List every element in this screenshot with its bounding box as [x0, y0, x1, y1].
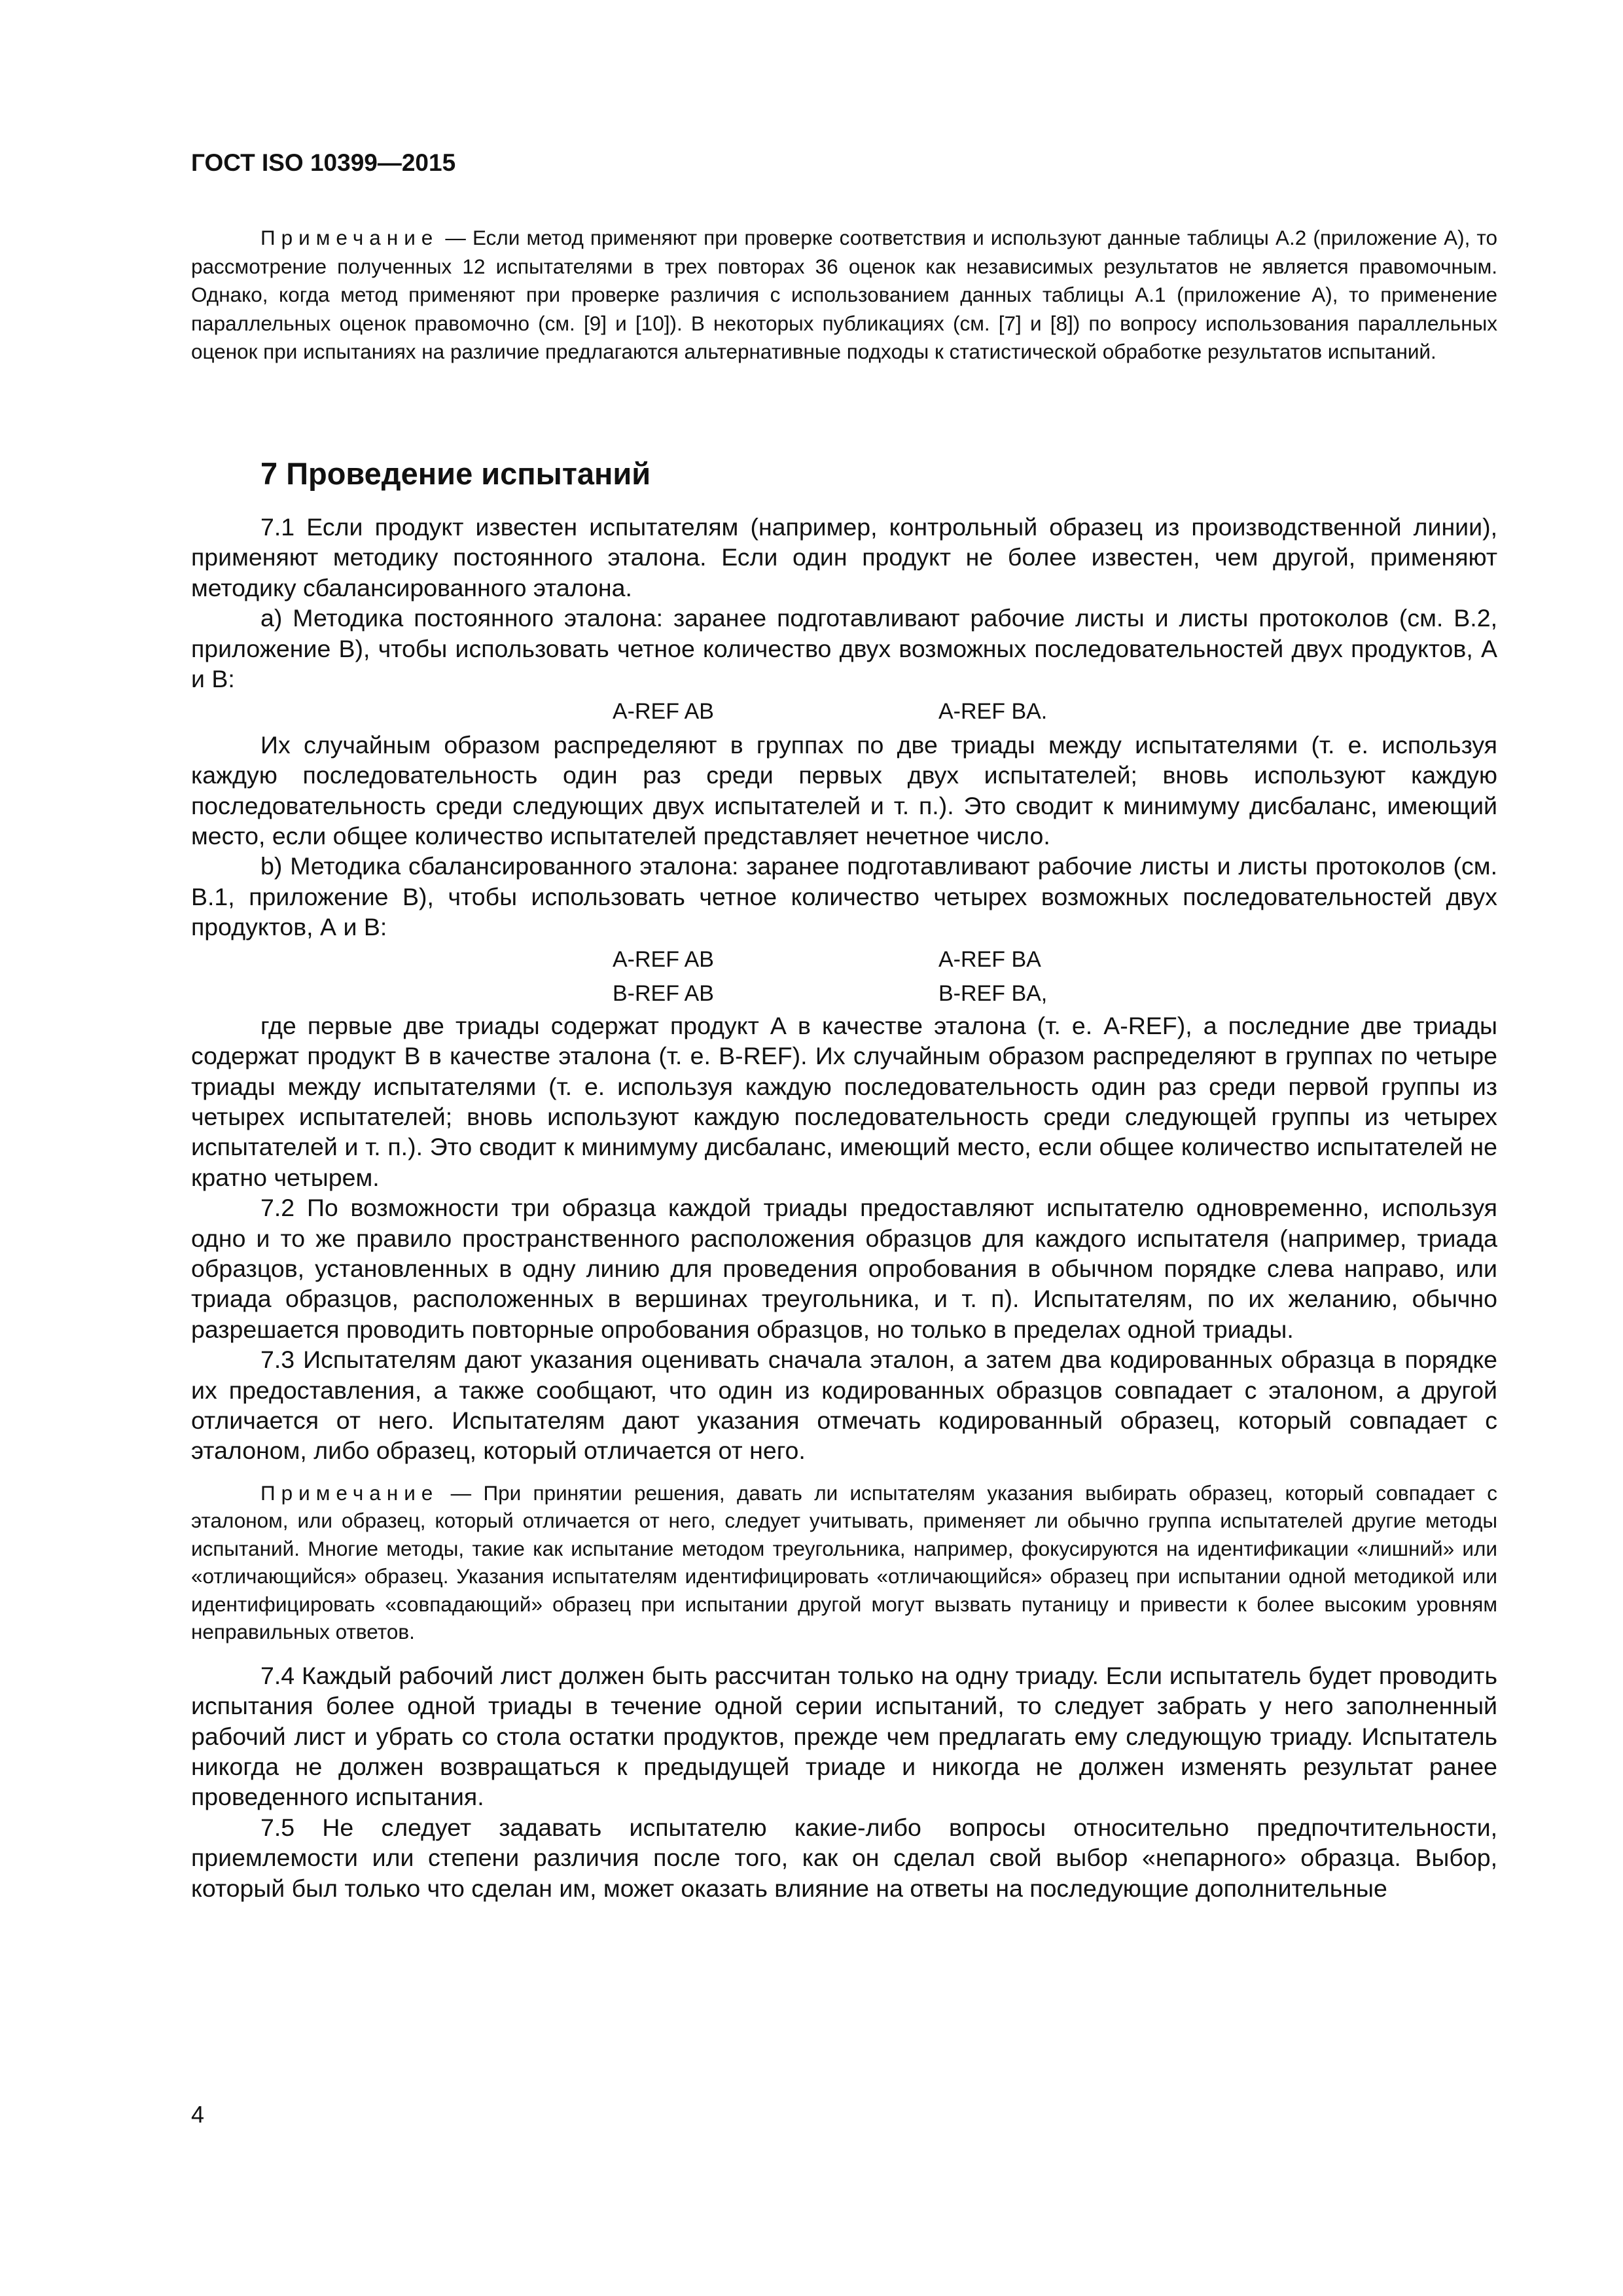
section-title: 7 Проведение испытаний — [260, 456, 651, 491]
paragraph-a-continued: Их случайным образом распределяют в группах по две триады между испытателями (т. е. используя каждую последовательность один раз среди первых двух испытателей; вновь используют каждую последовательность среди следующих двух испытателей и т. п.). Это сводит к минимуму дисбаланс, имеющий место, если общее количество испытателей представляет нечетное число. — [191, 730, 1497, 850]
note-label: Примечание — [260, 1480, 439, 1505]
sequence-right: A-REF BA — [938, 946, 1041, 972]
paragraph-b: b) Методика сбалансированного эталона: заранее подготавливают рабочие листы и листы протоколов (см. В.1, приложение В), чтобы использовать четное количество четырех возможных последовательностей двух продуктов, А и В: — [191, 852, 1497, 941]
note-label: Примечание — [260, 226, 439, 249]
note-text: — Если метод применяют при проверке соответствия и используют данные таблицы А.2 (приложение А), то рассмотрение полученных 12 испытателями в трех повторах 36 оценок как независимых результатов не является правомочным. Однако, когда метод применяют при проверке различия с использованием данных таблицы А.1 (приложение А), то применение параллельных оценок правомочно (см. [9] и [10]). В некоторых публикациях (см. [7] и [8]) по вопросу использования параллельных оценок при испытаниях на различие предлагаются альтернативные подходы к статистической обработке результатов испытаний. — [191, 226, 1497, 364]
sequence-left: B-REF AB — [613, 980, 714, 1006]
paragraph-7-5: 7.5 Не следует задавать испытателю какие-либо вопросы относительно предпочтительности, приемлемости или степени различия после того, как он сделал свой выбор «непарного» образца. Выбор, который был только что сделан им, может оказать влияние на ответы на последующие дополнительные — [191, 1813, 1497, 1902]
paragraph-7-3: 7.3 Испытателям дают указания оценивать сначала эталон, а затем два кодированных образца в порядке их предоставления, а также сообщают, что один из кодированных образцов совпадает с эталоном, а другой отличается от него. Испытателям дают указания отмечать кодированный образец, который совпадает с эталоном, либо образец, который отличается от него. — [191, 1346, 1497, 1465]
paragraph-a: а) Методика постоянного эталона: заранее подготавливают рабочие листы и листы протоколов (см. В.2, приложение В), чтобы использовать четное количество двух возможных последовательностей двух продуктов, А и В: — [191, 604, 1497, 693]
document-header: ГОСТ ISO 10399—2015 — [191, 149, 456, 176]
sequence-row-b2 — [191, 977, 1497, 1011]
note-text: — При принятии решения, давать ли испытателям указания выбирать образец, который совпадает с эталоном, или образец, который отличается от него, следует учитывать, применяет ли обычно группа испытателей другие методы испытаний. Многие методы, такие как испытание методом треугольника, например, фокусируются на идентификации «лишний» или «отличающийся» образец. Указания испытателям идентифицировать «отличающийся» образец при испытании одной методикой или идентифицировать «совпадающий» образец при испытании другой могут вызвать путаницу и привести к более высоким уровням неправильных ответов. — [191, 1480, 1497, 1644]
page-number: 4 — [191, 2101, 205, 2128]
sequence-left: A-REF AB — [613, 946, 714, 972]
paragraph-7-1: 7.1 Если продукт известен испытателям (например, контрольный образец из производственной линии), применяют методику постоянного эталона. Если один продукт не более известен, чем другой, применяют методику сбалансированного эталона. — [191, 513, 1497, 601]
sequence-left: A-REF AB — [613, 699, 714, 725]
paragraph-7-2: 7.2 По возможности три образца каждой триады предоставляют испытателю одновременно, используя одно и то же правило пространственного расположения образцов для каждого испытателя (например, триада образцов, установленных в одну линию для проведения опробования в обычном порядке слева направо, или триада образцов, расположенных в вершинах треугольника, и т. п). Испытателям, по их желанию, обычно разрешается проводить повторные опробования образцов, но только в пределах одной триады. — [191, 1194, 1497, 1343]
sequence-row-b1 — [191, 942, 1497, 977]
note-2 — [191, 1479, 1497, 1646]
note-1 — [191, 224, 1497, 367]
body-text — [191, 512, 1497, 1903]
sequence-row-a — [191, 694, 1497, 729]
paragraph-b-continued: где первые две триады содержат продукт А в качестве эталона (т. е. A-REF), а последние две триады содержат продукт В в качестве эталона (т. е. B-REF). Их случайным образом распределяют в группах по четыре триады между испытателями (т. е. используя каждую последовательность один раз среди первой группы из четырех испытателей; вновь используют каждую последовательность среди следующей группы из четырех испытателей и т. п.). Это сводит к минимуму дисбаланс, имеющий место, если общее количество испытателей не кратно четырем. — [191, 1011, 1497, 1191]
sequence-right: B-REF BA, — [938, 980, 1048, 1006]
paragraph-7-4: 7.4 Каждый рабочий лист должен быть рассчитан только на одну триаду. Если испытатель будет проводить испытания более одной триады в течение одной серии испытаний, то следует забрать у него заполненный рабочий лист и убрать со стола остатки продуктов, прежде чем предлагать ему следующую триаду. Испытатель никогда не должен возвращаться к предыдущей триаде и никогда не должен изменять результат ранее проведенного испытания. — [191, 1661, 1497, 1811]
sequence-right: A-REF BA. — [938, 699, 1048, 725]
